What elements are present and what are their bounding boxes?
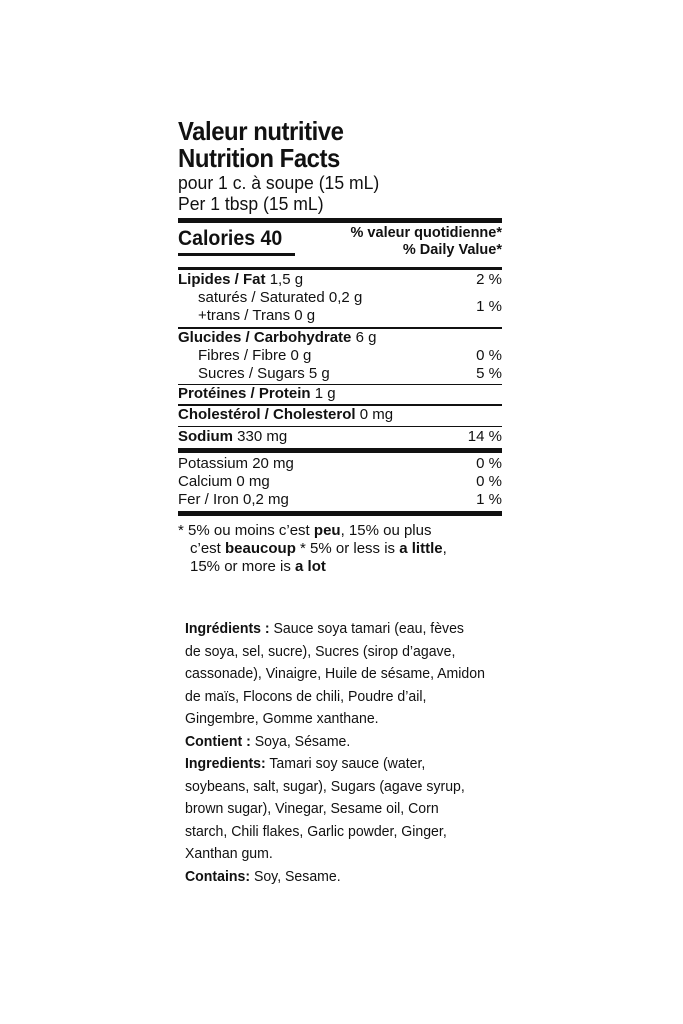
footnote-line-2: c’est beaucoup * 5% or less is a little, (190, 540, 447, 557)
sugars-label: Sucres / Sugars (198, 364, 305, 382)
saturated-trans-block (178, 289, 502, 325)
divider-thick (178, 448, 502, 453)
potassium-row (178, 455, 502, 473)
trans-label: +trans / Trans (198, 307, 291, 324)
title-english: Nutrition Facts (178, 143, 340, 173)
protein-row (178, 385, 502, 403)
contains-en: Contains: Soy, Sesame. (185, 867, 341, 885)
carbohydrate-amount: 6 g (355, 328, 377, 346)
fibre-row (178, 347, 502, 365)
fat-row (178, 271, 502, 289)
fat-amount: 1,5 g (269, 271, 304, 288)
calories-label: Calories 40 (178, 227, 283, 250)
divider-medium (178, 267, 502, 270)
iron-amount: 0,2 mg (243, 491, 289, 508)
iron-row (178, 491, 502, 509)
contains-fr: Contient : Soya, Sésame. (185, 732, 351, 750)
sugars-pct: 5 % (476, 364, 502, 382)
serving-size-french: pour 1 c. à soupe (15 mL) (178, 172, 380, 193)
footnote-line-1: * 5% ou moins c’est peu, 15% ou plus (178, 522, 432, 539)
carbohydrate-label: Glucides / Carbohydrate (178, 328, 352, 346)
divider-thick (178, 511, 502, 516)
ingredients-en-line: Ingredients: Tamari soy sauce (water, (185, 755, 426, 772)
sodium-amount: 330 mg (237, 428, 288, 445)
daily-value-footnote (178, 522, 502, 576)
ingredients-fr-line: Gingembre, Gomme xanthane. (185, 710, 379, 727)
saturated-trans-pct: 1 % (476, 298, 502, 315)
cholesterol-row (178, 406, 502, 424)
potassium-pct: 0 % (476, 455, 502, 472)
ingredients-en-line: soybeans, salt, sugar), Sugars (agave syrup, (185, 777, 465, 795)
fat-label: Lipides / Fat (178, 271, 266, 288)
ingredients-fr-line: Ingrédients : Sauce soya tamari (eau, fèves (185, 620, 464, 637)
fat-pct: 2 % (476, 271, 502, 288)
fibre-label: Fibres / Fibre (198, 346, 287, 364)
cholesterol-label: Cholestérol / Cholesterol (178, 405, 356, 423)
cholesterol-amount: 0 mg (359, 405, 394, 423)
iron-label: Fer / Iron (178, 491, 239, 508)
ingredients-list (185, 618, 495, 888)
sodium-pct: 14 % (467, 428, 502, 445)
sodium-row (178, 428, 502, 446)
calories-underline (178, 253, 295, 256)
divider-thin (178, 426, 502, 428)
serving-size-english: Per 1 tbsp (15 mL) (178, 193, 324, 214)
calories-row (178, 223, 502, 267)
ingredients-fr-line: de maïs, Flocons de chili, Poudre d’ail, (185, 687, 427, 705)
saturated-amount: 0,2 g (328, 289, 363, 306)
calcium-row (178, 473, 502, 491)
ingredients-en-line: brown sugar), Vinegar, Sesame oil, Corn (185, 800, 439, 817)
ingredients-en-line: Xanthan gum. (185, 845, 273, 862)
protein-amount: 1 g (314, 385, 336, 402)
sugars-amount: 5 g (308, 364, 330, 382)
daily-value-english: % Daily Value* (402, 242, 502, 258)
trans-row (178, 307, 502, 325)
daily-value-header (351, 225, 502, 259)
calcium-label: Calcium (178, 473, 233, 490)
daily-value-french: % valeur quotidienne* (350, 225, 502, 241)
ingredients-en-line: starch, Chili flakes, Garlic powder, Ginger, (185, 822, 447, 840)
potassium-label: Potassium (178, 455, 249, 472)
ingredients-fr-line: de soya, sel, sucre), Sucres (sirop d’agave, (185, 642, 456, 660)
iron-pct: 1 % (476, 491, 502, 508)
calcium-pct: 0 % (476, 473, 502, 490)
sodium-label: Sodium (178, 428, 233, 445)
fibre-amount: 0 g (290, 346, 312, 364)
saturated-row (178, 289, 502, 307)
potassium-amount: 20 mg (252, 455, 294, 472)
saturated-label: saturés / Saturated (198, 289, 325, 306)
carbohydrate-row (178, 329, 502, 347)
protein-label: Protéines / Protein (178, 385, 311, 402)
nutrition-facts-table (178, 118, 502, 576)
ingredients-fr-line: cassonade), Vinaigre, Huile de sésame, Amidon (185, 665, 485, 682)
calcium-amount: 0 mg (236, 473, 270, 490)
sugars-row (178, 365, 502, 383)
fibre-pct: 0 % (476, 346, 502, 364)
title-french: Valeur nutritive (178, 116, 344, 146)
trans-amount: 0 g (294, 307, 316, 324)
footnote-line-3: 15% or more is a lot (190, 558, 326, 575)
